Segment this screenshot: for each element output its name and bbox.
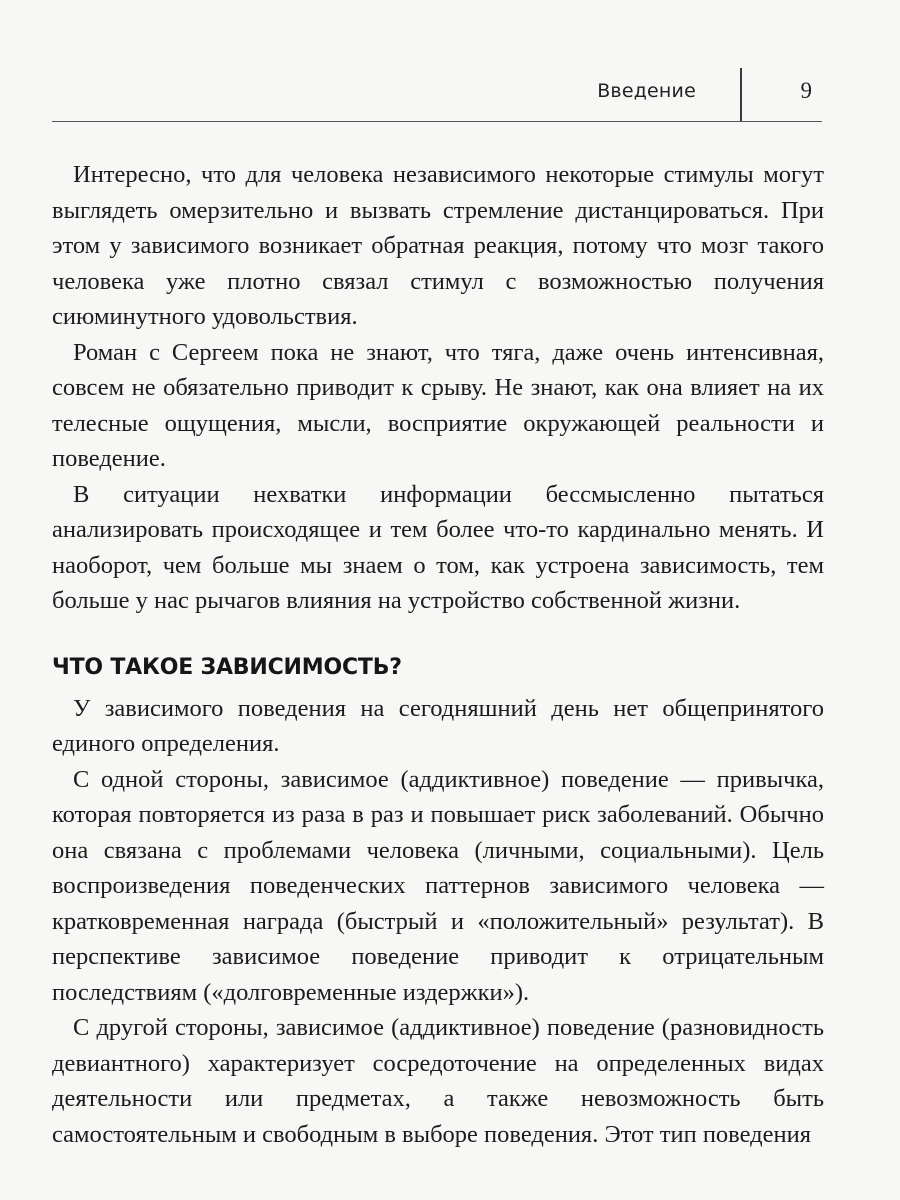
page-number: 9 <box>800 78 812 103</box>
running-head-rule <box>52 121 822 122</box>
body-text <box>52 157 824 1152</box>
running-head-section-title: Введение <box>597 80 696 102</box>
paragraph: С одной стороны, зависимое (аддиктивное) поведение — привычка, которая повторяется из раза в раз и повышает риск заболеваний. Обычно она связана с проблемами человека (личными, социальными). Цель воспроизведения поведенческих паттернов зависимого человека — кратковременная награда (быстрый и «положительный» результат). В перспективе зависимое поведение приводит к отрицательным последствиям («долговременные издержки»). <box>52 765 824 1006</box>
running-head-divider <box>740 68 742 122</box>
paragraph: Роман с Сергеем пока не знают, что тяга, даже очень интенсивная, совсем не обязательно приводит к срыву. Не знают, как она влияет на их телесные ощущения, мысли, восприятие окружающей реальности и поведение. <box>52 338 824 472</box>
paragraph: В ситуации нехватки информации бессмысленно пытаться анализировать происходящее и тем более что-то кардинально менять. И наоборот, чем больше мы знаем о том, как устроена зависимость, тем больше у нас рычагов влияния на устройство собственной жизни. <box>52 480 824 614</box>
paragraph: Интересно, что для человека независимого некоторые стимулы могут выглядеть омерзительно и вызвать стремление дистанцироваться. При этом у зависимого возникает обратная реакция, потому что мозг такого человека уже плотно связал стимул с возможностью получения сиюминутного удовольствия. <box>52 161 824 330</box>
section-heading: ЧТО ТАКОЕ ЗАВИСИМОСТЬ? <box>52 654 402 680</box>
paragraph: С другой стороны, зависимое (аддиктивное) поведение (разновидность девиантного) характеризует сосредоточение на определенных видах деятельности или предметах, а также невозможность быть самостоятельным и свободным в выборе поведения. Этот тип поведения <box>52 1014 824 1148</box>
paragraph: У зависимого поведения на сегодняшний день нет общепринятого единого определения. <box>52 694 824 757</box>
running-head <box>52 68 822 122</box>
